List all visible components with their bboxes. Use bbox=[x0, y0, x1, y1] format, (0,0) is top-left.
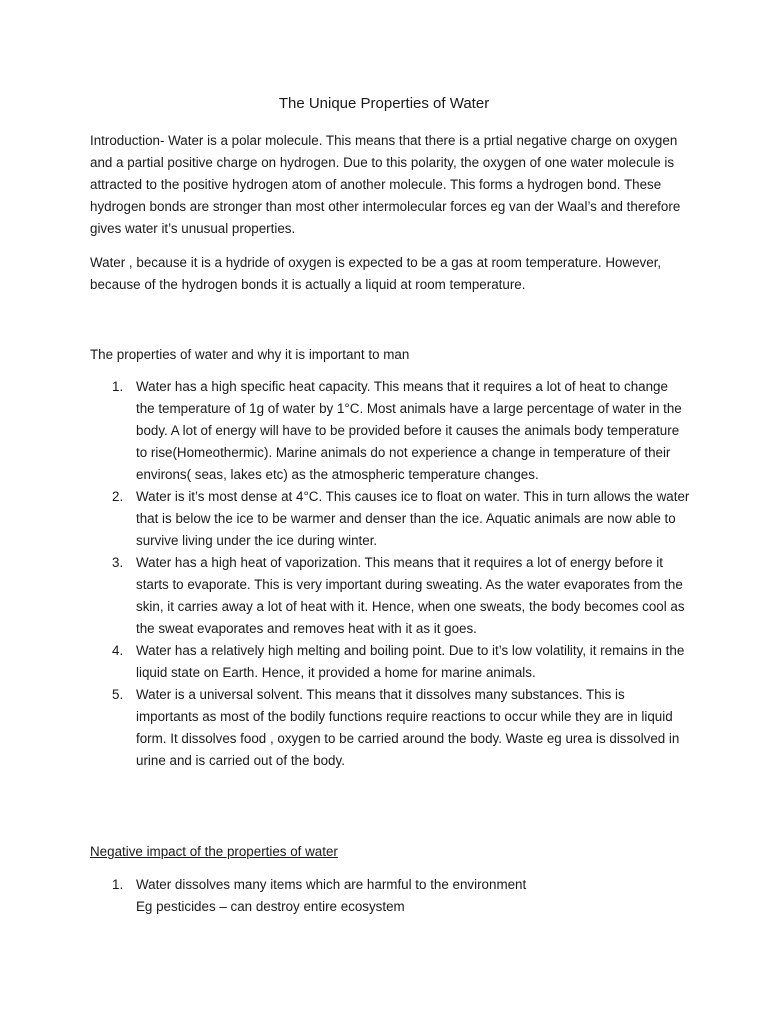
list-item-text: Water is it’s most dense at 4°C. This causes ice to float on water. This in turn allows the water that is below the ice to be warmer and denser than the ice. Aquatic animals are now able to survive living under the ice during winter. bbox=[136, 489, 690, 548]
list-item-text: Water is a universal solvent. This means that it dissolves many substances. This is importants as most of the bodily functions require reactions to occur while they are in liquid form. It dissolves food , oxygen to be carried around the body. Waste eg urea is dissolved in urine and is carried out of the body. bbox=[136, 687, 680, 768]
page-title: The Unique Properties of Water bbox=[278, 95, 490, 112]
properties-heading: The properties of water and why it is important to man bbox=[90, 347, 410, 362]
list-number: 5. bbox=[112, 687, 124, 702]
list-item-text: Water has a high heat of vaporization. This means that it requires a lot of energy before it starts to evaporate. This is very important during sweating. As the water evaporates from the skin, it carries away a lot of heat with it. Hence, when one sweats, the body becomes cool as the sweat evaporates and removes heat with it as it goes. bbox=[136, 555, 685, 636]
hydride-paragraph: Water , because it is a hydride of oxygen is expected to be a gas at room temperature. However, because of the hydrogen bonds it is actually a liquid at room temperature. bbox=[90, 255, 662, 292]
list-number: 3. bbox=[112, 555, 124, 570]
list-item-example: Eg pesticides – can destroy entire ecosystem bbox=[136, 899, 405, 914]
list-item-text: Water has a relatively high melting and boiling point. Due to it’s low volatility, it remains in the liquid state on Earth. Hence, it provided a home for marine animals. bbox=[136, 643, 685, 680]
list-item bbox=[90, 376, 690, 486]
list-item bbox=[90, 640, 690, 684]
list-item bbox=[90, 486, 690, 552]
list-number: 2. bbox=[112, 489, 124, 504]
list-number: 1. bbox=[112, 877, 124, 892]
list-item-text: Water dissolves many items which are harmful to the environment bbox=[136, 877, 527, 892]
list-item bbox=[90, 552, 690, 640]
negative-impact-list bbox=[90, 874, 690, 918]
list-number: 4. bbox=[112, 643, 124, 658]
list-number: 1. bbox=[112, 379, 124, 394]
negative-impact-heading: Negative impact of the properties of water bbox=[90, 844, 338, 859]
properties-list bbox=[90, 376, 690, 772]
intro-paragraph: Introduction- Water is a polar molecule. This means that there is a prtial negative charge on oxygen and a partial positive charge on hydrogen. Due to this polarity, the oxygen of one water molecule is attracted to the positive hydrogen atom of another molecule. This forms a hydrogen bond. These hydrogen bonds are stronger than most other intermolecular forces eg van der Waal’s and therefore gives water it’s unusual properties. bbox=[90, 133, 681, 236]
list-item-text: Water has a high specific heat capacity. This means that it requires a lot of heat to change the temperature of 1g of water by 1°C. Most animals have a large percentage of water in the body. A lot of energy will have to be provided before it causes the animals body temperature to rise(Homeothermic). Marine animals do not experience a change in temperature of their environs( seas, lakes etc) as the atmospheric temperature changes. bbox=[136, 379, 682, 482]
list-item bbox=[90, 874, 690, 918]
list-item bbox=[90, 684, 690, 772]
